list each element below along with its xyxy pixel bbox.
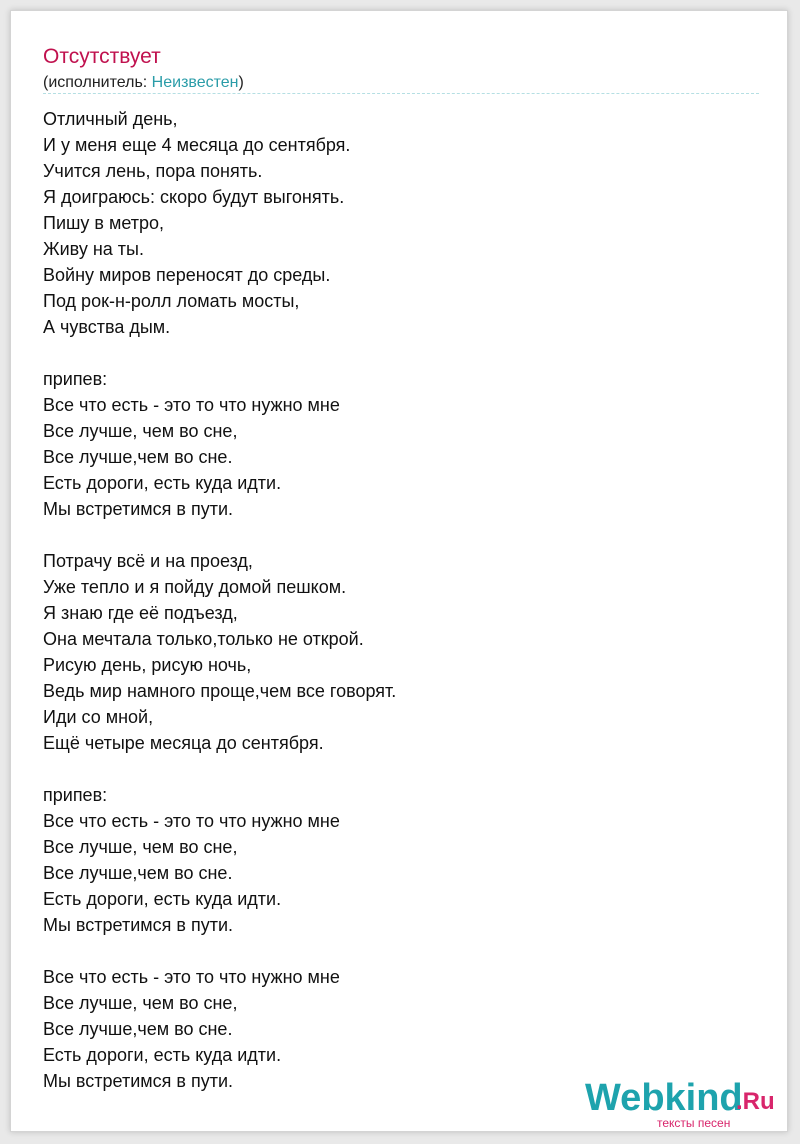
artist-line bbox=[43, 73, 244, 93]
lyric-line: Все лучше,чем во сне. bbox=[43, 1019, 233, 1039]
dotted-divider bbox=[43, 93, 759, 94]
lyric-line: Войну миров переносят до среды. bbox=[43, 265, 331, 285]
lyric-line: Под рок-н-ролл ломать мосты, bbox=[43, 291, 300, 311]
stanza-break bbox=[43, 938, 759, 964]
lyric-line: Отличный день, bbox=[43, 109, 178, 129]
stanza-break bbox=[43, 756, 759, 782]
lyric-line: Ещё четыре месяца до сентября. bbox=[43, 733, 324, 753]
stanza-break bbox=[43, 340, 759, 366]
lyric-line: припев: bbox=[43, 369, 108, 389]
artist-link[interactable]: Неизвестен bbox=[151, 74, 239, 91]
artist-prefix: (исполнитель: bbox=[43, 74, 152, 91]
lyric-line: А чувства дым. bbox=[43, 317, 171, 337]
lyric-line: Все лучше, чем во сне, bbox=[43, 993, 238, 1013]
lyric-line: Все лучше,чем во сне. bbox=[43, 447, 233, 467]
artist-suffix: ) bbox=[238, 74, 244, 91]
lyric-line: Она мечтала только,только не открой. bbox=[43, 629, 364, 649]
lyric-line: И у меня еще 4 месяца до сентября. bbox=[43, 135, 351, 155]
logo-tagline: тексты песен bbox=[657, 1116, 731, 1130]
lyric-line: Все лучше,чем во сне. bbox=[43, 863, 233, 883]
lyric-line: Учится лень, пора понять. bbox=[43, 161, 263, 181]
lyric-line: Иди со мной, bbox=[43, 707, 154, 727]
lyrics-text bbox=[43, 106, 759, 1094]
lyric-line: Мы встретимся в пути. bbox=[43, 1071, 233, 1091]
song-title: Отсутствует bbox=[43, 45, 161, 68]
lyric-line: Ведь мир намного проще,чем все говорят. bbox=[43, 681, 397, 701]
lyric-line: Все что есть - это то что нужно мне bbox=[43, 967, 340, 987]
lyric-line: Все лучше, чем во сне, bbox=[43, 837, 238, 857]
lyric-line: Пишу в метро, bbox=[43, 213, 165, 233]
lyric-line: Живу на ты. bbox=[43, 239, 144, 259]
lyric-line: Мы встретимся в пути. bbox=[43, 499, 233, 519]
lyric-line: Все лучше, чем во сне, bbox=[43, 421, 238, 441]
lyric-line: Есть дороги, есть куда идти. bbox=[43, 1045, 282, 1065]
lyric-line: Потрачу всё и на проезд, bbox=[43, 551, 253, 571]
lyric-line: Рисую день, рисую ночь, bbox=[43, 655, 252, 675]
lyric-line: Мы встретимся в пути. bbox=[43, 915, 233, 935]
lyric-line: Уже тепло и я пойду домой пешком. bbox=[43, 577, 347, 597]
lyric-line: Я доиграюсь: скоро будут выгонять. bbox=[43, 187, 345, 207]
lyric-line: Я знаю где её подъезд, bbox=[43, 603, 238, 623]
logo-wordmark: Webkind bbox=[585, 1077, 743, 1119]
lyric-line: Все что есть - это то что нужно мне bbox=[43, 395, 340, 415]
lyric-line: припев: bbox=[43, 785, 108, 805]
lyric-line: Есть дороги, есть куда идти. bbox=[43, 889, 282, 909]
webkind-logo bbox=[585, 1076, 785, 1136]
lyric-line: Есть дороги, есть куда идти. bbox=[43, 473, 282, 493]
logo-domain-suffix: .Ru bbox=[736, 1088, 775, 1115]
lyric-line: Все что есть - это то что нужно мне bbox=[43, 811, 340, 831]
lyrics-sheet bbox=[10, 10, 788, 1132]
stanza-break bbox=[43, 522, 759, 548]
